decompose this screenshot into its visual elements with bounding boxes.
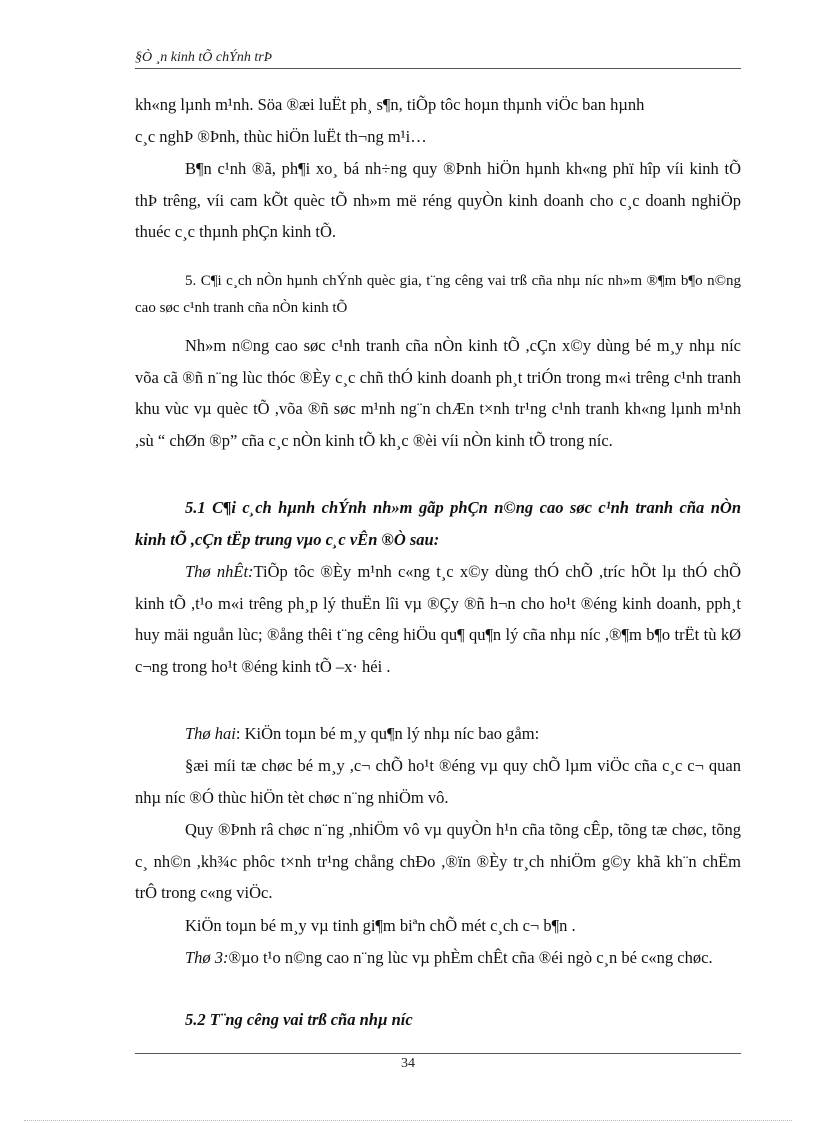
paragraph-5-text: : KiÖn toµn bé m¸y qu¶n lý nhµ níc bao gåm: [235, 724, 540, 743]
header-divider [135, 68, 741, 69]
paragraph-5 [135, 718, 741, 750]
section-5-2-heading: 5.2 T¨ng cêng vai trß cña nhµ níc [185, 1010, 413, 1029]
paragraph-9 [135, 942, 741, 974]
paragraph-9-text: ®µo t¹o n©ng cao n¨ng lùc vµ phÈm chÊt cña ®éi ngò c¸n bé c«ng chøc. [228, 948, 713, 967]
paragraph-4 [135, 556, 741, 682]
section-5-heading: 5. C¶i c¸ch nÒn hµnh chÝnh quèc gia, t¨ng cêng vai trß cña nhµ níc nh»m ®¶m b¶o n©ng cao søc c¹nh tranh cña nÒn kinh tÕ [135, 273, 741, 316]
footer-divider [135, 1053, 741, 1054]
paragraph-2: B¶n c¹nh ®ã, ph¶i xo¸ bá nh÷ng quy ®Þnh hiÖn hµnh kh«ng phï hîp víi kinh tÕ thÞ trêng, víi cam kÕt quèc tÕ nh»m më réng quyÒn kinh doanh cho c¸c doanh nghiÖp thuéc c¸c thµnh phÇn kinh tÕ. [135, 159, 741, 241]
paragraph-1-line-1: kh«ng lµnh m¹nh. Söa ®æi luËt ph¸ s¶n, tiÕp tôc hoµn thµnh viÖc ban hµnh [135, 95, 645, 114]
paragraph-7: Quy ®Þnh râ chøc n¨ng ,nhiÖm vô vµ quyÒn h¹n cña tõng cÊp, tõng tæ chøc, tõng c¸ nh©n ,kh¾c phôc t×nh tr¹ng chång chÐo ,®ïn ®Èy tr¸ch nhiÖm g©y khã kh¨n chËm trÔ trong c«ng viÖc. [135, 820, 741, 902]
section-5-1-heading: 5.1 C¶i c¸ch hµnh chÝnh nh»m gãp phÇn n©ng cao søc c¹nh tranh cña nÒn kinh tÕ ,cÇn tËp trung vµo c¸c vÊn ®Ò sau: [135, 498, 741, 549]
paragraph-8: KiÖn toµn bé m¸y vµ tinh gi¶m biªn chÕ mét c¸ch c¬ b¶n . [185, 916, 576, 935]
paragraph-3: Nh»m n©ng cao søc c¹nh tranh cña nÒn kinh tÕ ,cÇn x©y dùng bé m¸y nhµ níc võa cã ®ñ n¨ng lùc thóc ®Èy c¸c chñ thÓ kinh doanh ph¸t triÓn trong m«i trêng c¹nh tranh khu vùc vµ quèc tÕ ,võa ®ñ søc m¹nh ng¨n chÆn t×nh tr¹ng c¹nh tranh kh«ng lµnh m¹nh ,sù “ chØn ®p” cña c¸c nÒn kinh tÕ kh¸c ®èi víi nÒn kinh tÕ trong níc. [135, 336, 741, 450]
running-header: §Ò ¸n kinh tÕ chÝnh trÞ [135, 50, 273, 65]
page-edge-divider [24, 1120, 792, 1121]
paragraph-4-text: TiÕp tôc ®Èy m¹nh c«ng t¸c x©y dùng thÓ chÕ ,tríc hÕt lµ thÓ chÕ kinh tÕ ,t¹o m«i trêng ph¸p lý thuËn lîi vµ ®Çy ®ñ h¬n cho ho¹t ®éng kinh doanh, pph¸t huy mäi nguån lùc; ®ång thêi t¨ng cêng hiÖu qu¶ qu¶n lý cña nhµ níc ,®¶m b¶o trËt tù kØ c¬ng trong ho¹t ®éng kinh tÕ –x· héi . [135, 562, 741, 676]
paragraph-1-line-2: c¸c nghÞ ®Þnh, thùc hiÖn luËt th¬ng m¹i… [135, 127, 427, 146]
paragraph-6: §æi míi tæ chøc bé m¸y ,c¬ chÕ ho¹t ®éng vµ quy chÕ lµm viÖc cña c¸c c¬ quan nhµ níc ®Ó thùc hiÖn tèt chøc n¨ng nhiÖm vô. [135, 756, 741, 807]
paragraph-4-label: Thø nhÊt: [185, 562, 254, 581]
paragraph-5-label: Thø hai [185, 724, 236, 743]
paragraph-9-label: Thø 3: [185, 948, 229, 967]
page-number: 34 [401, 1056, 415, 1071]
